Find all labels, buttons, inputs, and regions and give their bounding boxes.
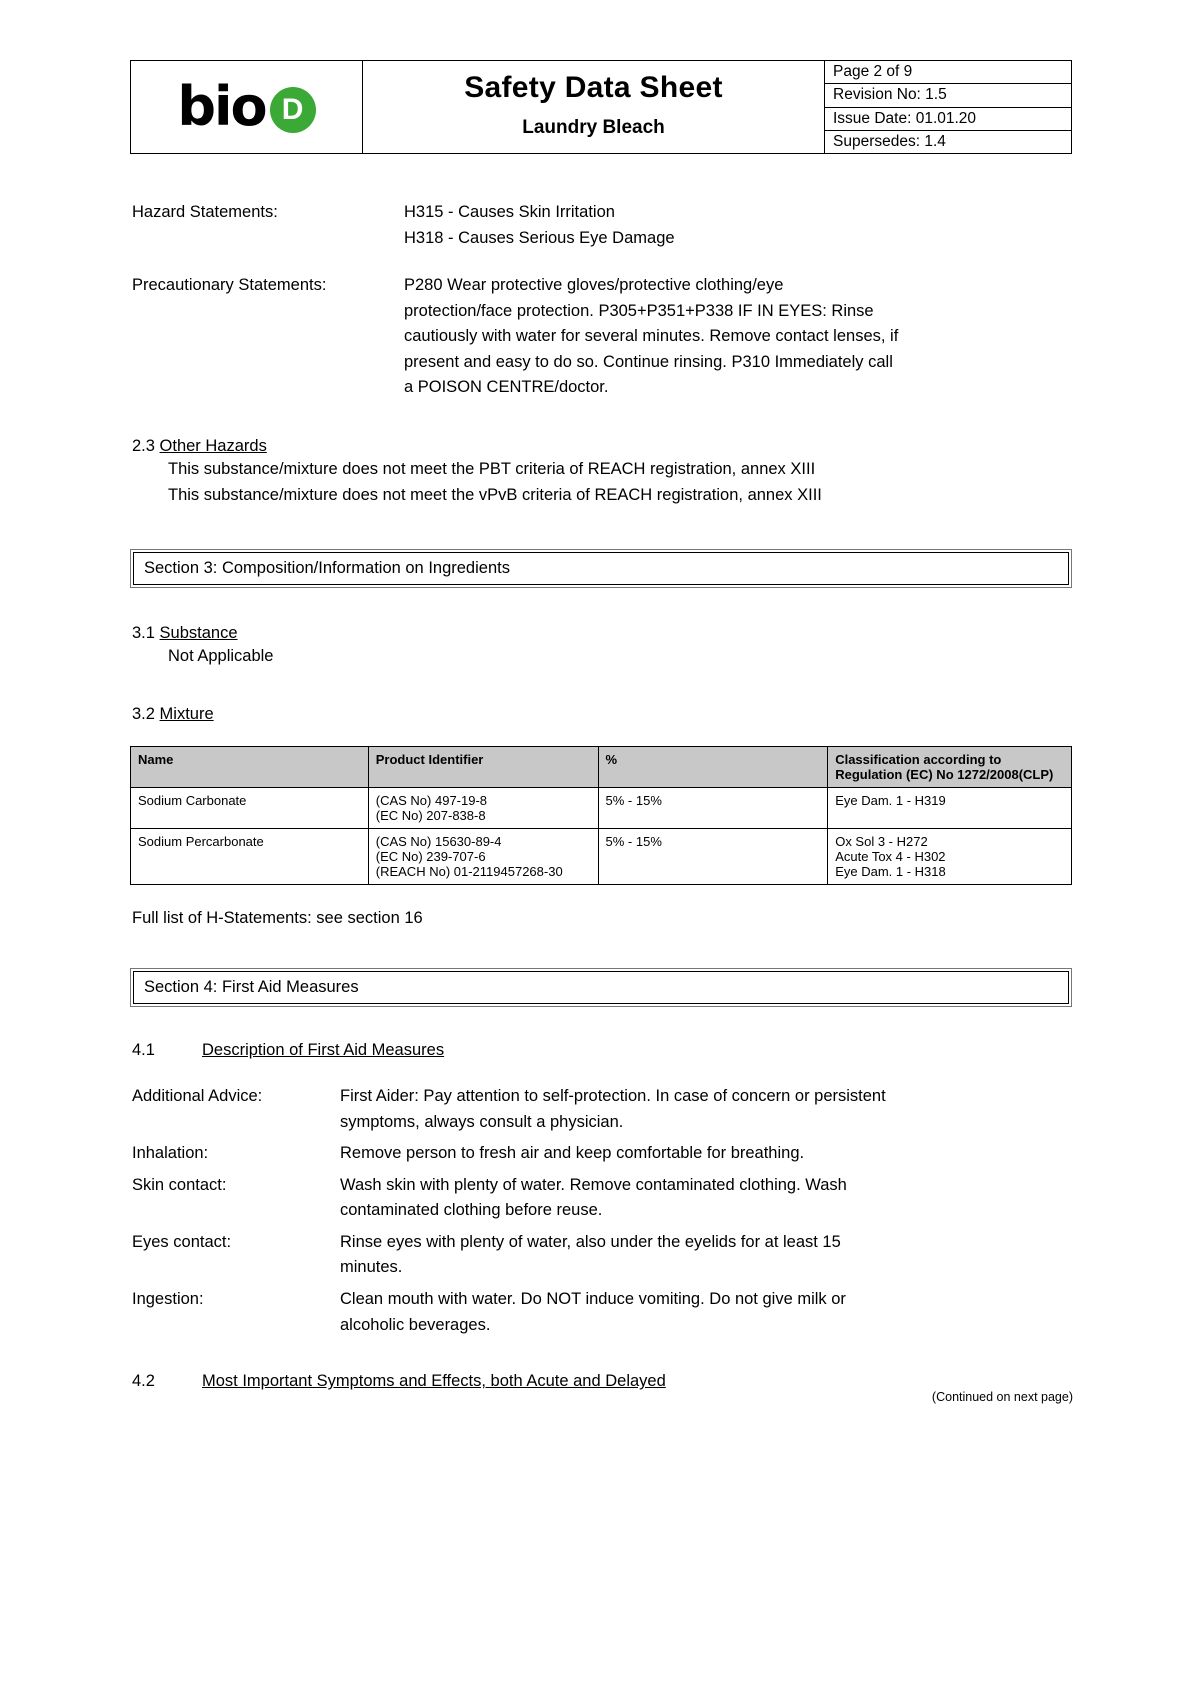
column-header-classification: Classification according to Regulation (EC) No 1272/2008(CLP) [828, 747, 1072, 788]
table-row [131, 829, 1072, 885]
table-row [131, 788, 1072, 829]
cell-classification [828, 829, 1072, 885]
classification-line: Acute Tox 4 - H302 [835, 849, 946, 865]
measure-line: First Aider: Pay attention to self-protection. In case of concern or persistent [340, 1087, 886, 1106]
hazard-statements-value [404, 200, 1073, 251]
substance-body: Not Applicable [168, 646, 274, 665]
measure-line: Rinse eyes with plenty of water, also under the eyelids for at least 15 [340, 1232, 841, 1251]
other-hazards-line: This substance/mixture does not meet the PBT criteria of REACH registration, annex XIII [168, 459, 816, 478]
subsection-title: Most Important Symptoms and Effects, both Acute and Delayed [202, 1372, 666, 1391]
list-item [132, 1287, 1073, 1338]
continued-note: (Continued on next page) [931, 1390, 1073, 1404]
precautionary-statements [132, 273, 1073, 401]
logo-wordmark: bio [177, 75, 266, 138]
list-item [132, 1084, 1073, 1135]
measure-text [340, 1141, 1073, 1167]
subsection-other-hazards-heading [132, 437, 1073, 456]
subsection-title: Other Hazards [159, 436, 267, 455]
hazard-line: H318 - Causes Serious Eye Damage [404, 228, 675, 247]
subsection-number: 2.3 [132, 436, 155, 455]
measure-text [340, 1230, 1073, 1281]
subsection-title: Description of First Aid Measures [202, 1041, 445, 1060]
subsection-symptoms-heading [132, 1372, 1073, 1391]
identifier-line: (EC No) 207-838-8 [375, 808, 486, 824]
classification-line: Eye Dam. 1 - H318 [835, 864, 946, 880]
measure-line: Remove person to fresh air and keep comfortable for breathing. [340, 1144, 805, 1163]
cell-percent: 5% - 15% [598, 829, 828, 885]
measure-line: Clean mouth with water. Do NOT induce vomiting. Do not give milk or [340, 1290, 846, 1309]
other-hazards-line: This substance/mixture does not meet the vPvB criteria of REACH registration, annex XIII [168, 486, 822, 505]
table-header-row [131, 747, 1072, 788]
precautionary-line: protection/face protection. P305+P351+P338 IF IN EYES: Rinse [404, 301, 874, 320]
identifier-line: (CAS No) 497-19-8 [375, 793, 488, 809]
subsection-number: 4.2 [132, 1372, 155, 1391]
measure-text [340, 1287, 1073, 1338]
measure-label: Inhalation: [132, 1144, 209, 1163]
measure-line: Wash skin with plenty of water. Remove contaminated clothing. Wash [340, 1175, 847, 1194]
subsection-substance-heading [132, 624, 1073, 643]
precautionary-line: P280 Wear protective gloves/protective clothing/eye [404, 276, 784, 295]
measure-line: minutes. [340, 1258, 403, 1277]
subsection-mixture-heading [132, 705, 1073, 724]
other-hazards-body [168, 456, 1073, 509]
cell-identifier [368, 788, 598, 829]
hazard-statements-label: Hazard Statements: [132, 203, 278, 221]
precautionary-statements-label: Precautionary Statements: [132, 276, 327, 295]
precautionary-line: a POISON CENTRE/doctor. [404, 378, 609, 397]
measure-label: Additional Advice: [132, 1087, 263, 1106]
precautionary-statements-value [404, 273, 1073, 401]
classification-line: Ox Sol 3 - H272 [835, 834, 928, 850]
subsection-number: 3.2 [132, 705, 155, 724]
subsection-title: Substance [159, 623, 238, 642]
hazard-statements [132, 200, 1073, 251]
section-4-bar [130, 968, 1072, 1007]
measure-text [340, 1084, 1073, 1135]
subsection-title: Mixture [159, 705, 214, 724]
section-3-bar [130, 549, 1072, 588]
column-header-name: Name [131, 747, 369, 788]
measure-label: Skin contact: [132, 1175, 227, 1194]
classification-line: Eye Dam. 1 - H319 [835, 793, 946, 809]
precautionary-line: cautiously with water for several minutes. Remove contact lenses, if [404, 327, 899, 346]
list-item [132, 1173, 1073, 1224]
brand-logo [131, 61, 363, 153]
document-title-block [363, 61, 825, 153]
subsection-first-aid-description-heading [132, 1041, 1073, 1060]
column-header-identifier: Product Identifier [368, 747, 598, 788]
column-header-percent: % [598, 747, 828, 788]
meta-issue-date: Issue Date: 01.01.20 [825, 108, 1071, 131]
measure-text [340, 1173, 1073, 1224]
page-title: Safety Data Sheet [464, 71, 723, 104]
cell-name: Sodium Percarbonate [131, 829, 369, 885]
identifier-line: (REACH No) 01-2119457268-30 [375, 864, 563, 880]
document-header [130, 60, 1072, 154]
cell-identifier [368, 829, 598, 885]
measure-line: symptoms, always consult a physician. [340, 1112, 624, 1131]
hazard-line: H315 - Causes Skin Irritation [404, 203, 615, 221]
precautionary-line: present and easy to do so. Continue rinsing. P310 Immediately call [404, 352, 893, 371]
cell-percent: 5% - 15% [598, 788, 828, 829]
cell-name: Sodium Carbonate [131, 788, 369, 829]
subsection-number: 3.1 [132, 623, 155, 642]
composition-table [130, 746, 1072, 885]
meta-supersedes: Supersedes: 1.4 [833, 132, 946, 150]
meta-page: Page 2 of 9 [825, 61, 1071, 84]
product-name: Laundry Bleach [522, 117, 665, 138]
measure-line: alcoholic beverages. [340, 1315, 491, 1334]
section-3-title: Section 3: Composition/Information on Ingredients [133, 552, 1069, 585]
measure-label: Eyes contact: [132, 1232, 232, 1251]
identifier-line: (EC No) 239-707-6 [375, 849, 486, 865]
list-item [132, 1141, 1073, 1167]
first-aid-measures-list [132, 1084, 1073, 1338]
list-item [132, 1230, 1073, 1281]
measure-line: contaminated clothing before reuse. [340, 1201, 603, 1220]
cell-classification [828, 788, 1072, 829]
meta-revision: Revision No: 1.5 [825, 84, 1071, 107]
measure-label: Ingestion: [132, 1290, 204, 1309]
document-meta [825, 61, 1071, 153]
logo-badge-icon: D [270, 87, 316, 133]
section-4-title: Section 4: First Aid Measures [133, 971, 1069, 1004]
subsection-number: 4.1 [132, 1041, 155, 1060]
identifier-line: (CAS No) 15630-89-4 [375, 834, 502, 850]
h-statements-note: Full list of H-Statements: see section 16 [132, 909, 423, 928]
